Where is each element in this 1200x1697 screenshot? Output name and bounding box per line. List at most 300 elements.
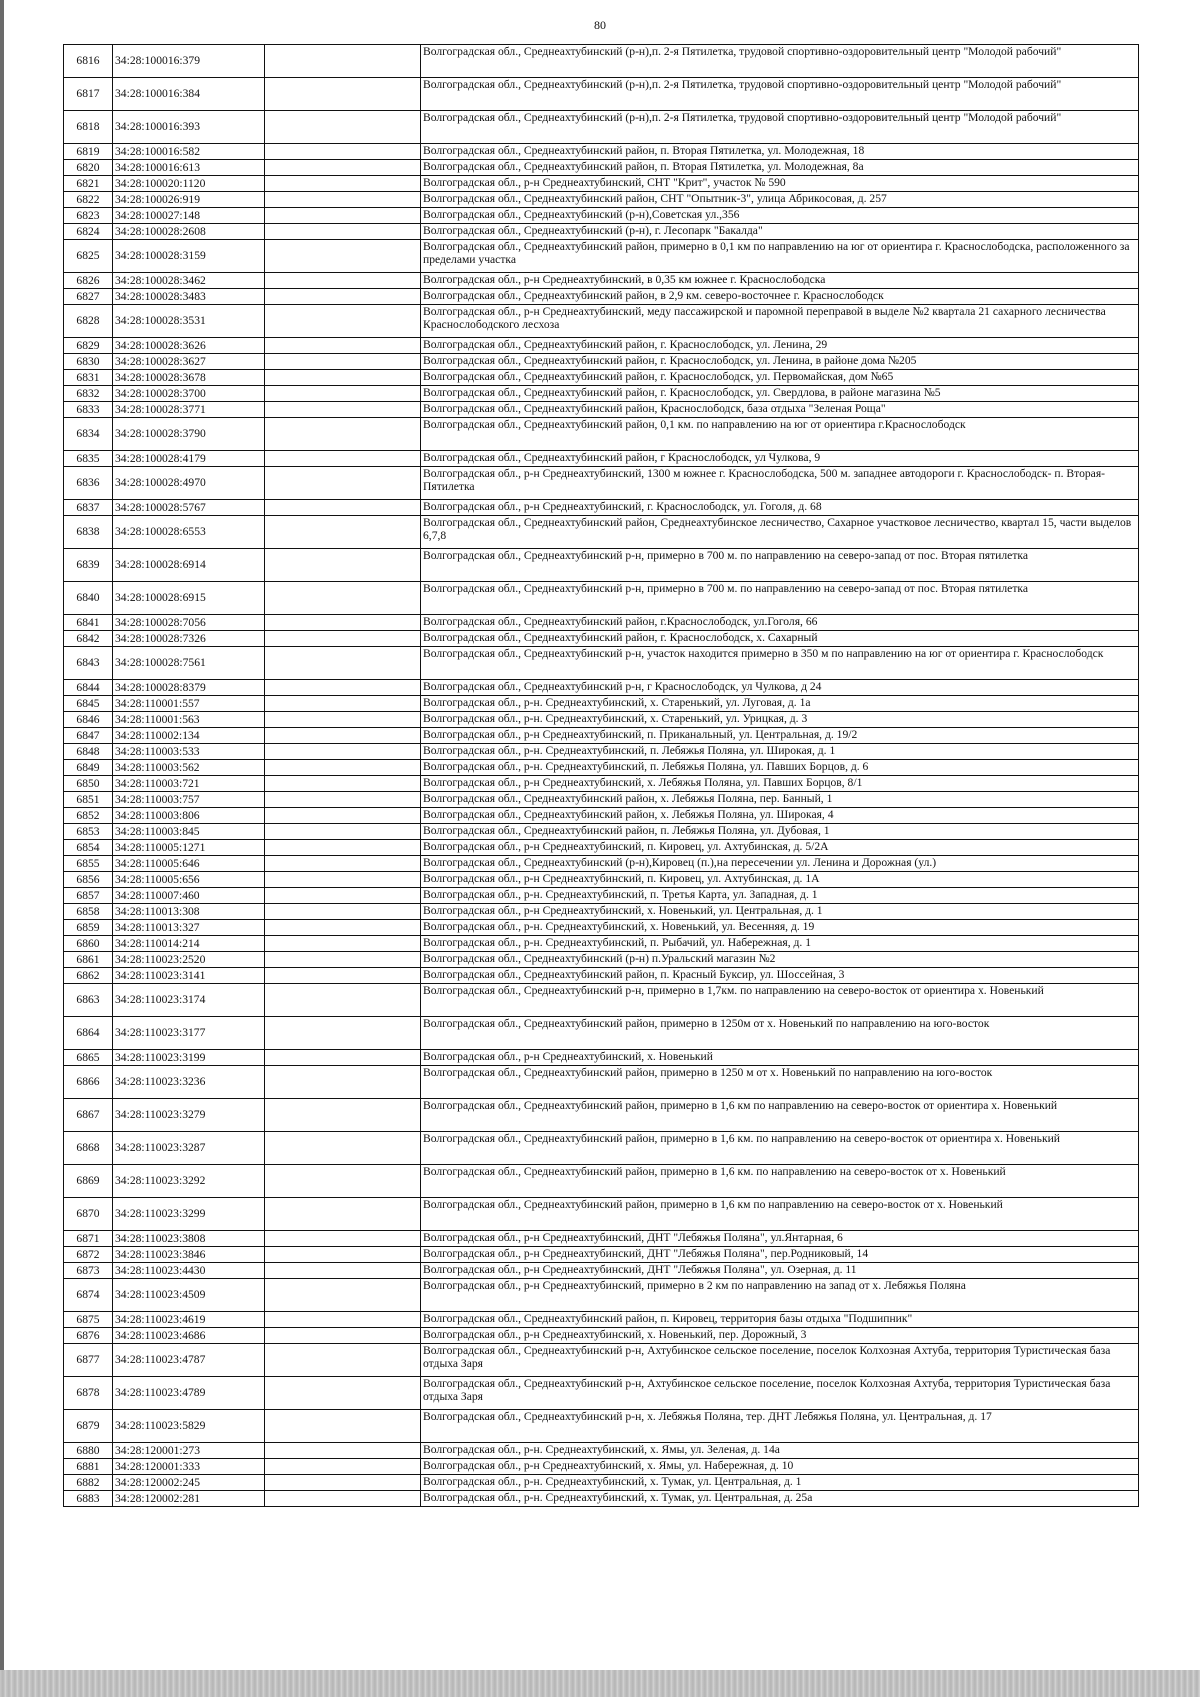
empty-cell <box>265 192 421 208</box>
table-row <box>64 1066 1139 1099</box>
row-number: 6818 <box>64 111 113 144</box>
address-cell: Волгоградская обл., Среднеахтубинский район, х. Лебяжья Поляна, ул. Широкая, 4 <box>421 808 1139 824</box>
empty-cell <box>265 824 421 840</box>
table-row <box>64 1475 1139 1491</box>
empty-cell <box>265 338 421 354</box>
row-number: 6851 <box>64 792 113 808</box>
address-cell: Волгоградская обл., Среднеахтубинский (р-н),п. 2-я Пятилетка, трудовой спортивно-оздоровительный центр "Молодой рабочий" <box>421 111 1139 144</box>
cadastral-number: 34:28:100028:7056 <box>113 615 265 631</box>
row-number: 6862 <box>64 968 113 984</box>
address-cell: Волгоградская обл., р-н. Среднеахтубинский, п. Лебяжья Поляна, ул. Широкая, д. 1 <box>421 744 1139 760</box>
cadastral-number: 34:28:110023:3236 <box>113 1066 265 1099</box>
row-number: 6828 <box>64 305 113 338</box>
empty-cell <box>265 792 421 808</box>
empty-cell <box>265 418 421 451</box>
table-row <box>64 1459 1139 1475</box>
cadastral-number: 34:28:110007:460 <box>113 888 265 904</box>
row-number: 6819 <box>64 144 113 160</box>
cadastral-number: 34:28:100028:3531 <box>113 305 265 338</box>
address-cell: Волгоградская обл., р-н Среднеахтубинский, х. Новенький <box>421 1050 1139 1066</box>
table-row <box>64 1132 1139 1165</box>
address-cell: Волгоградская обл., р-н Среднеахтубинский, меду пассажирской и паромной переправой в выделе №2 квартала 21 сахарного лесничества Краснослободского лесхоза <box>421 305 1139 338</box>
address-cell: Волгоградская обл., р-н Среднеахтубинский, х. Лебяжья Поляна, ул. Павших Борцов, 8/1 <box>421 776 1139 792</box>
table-row <box>64 1410 1139 1443</box>
address-cell: Волгоградская обл., Среднеахтубинский район, г. Краснослободск, ул. Свердлова, в районе магазина №5 <box>421 386 1139 402</box>
table-row <box>64 1247 1139 1263</box>
address-cell: Волгоградская обл., р-н. Среднеахтубинский, х. Ямы, ул. Зеленая, д. 14а <box>421 1443 1139 1459</box>
table-row <box>64 273 1139 289</box>
empty-cell <box>265 370 421 386</box>
table-row <box>64 1165 1139 1198</box>
cadastral-number: 34:28:100016:384 <box>113 78 265 111</box>
cadastral-number: 34:28:100028:8379 <box>113 680 265 696</box>
table-row <box>64 1328 1139 1344</box>
table-row <box>64 824 1139 840</box>
cadastral-number: 34:28:100028:3700 <box>113 386 265 402</box>
empty-cell <box>265 144 421 160</box>
address-cell: Волгоградская обл., р-н. Среднеахтубинский, х. Новенький, ул. Весенняя, д. 19 <box>421 920 1139 936</box>
empty-cell <box>265 904 421 920</box>
table-row <box>64 1263 1139 1279</box>
table-row <box>64 840 1139 856</box>
address-cell: Волгоградская обл., Среднеахтубинский (р-н),Кировец (п.),на пересечении ул. Ленина и Дорожная (ул.) <box>421 856 1139 872</box>
table-row <box>64 1491 1139 1507</box>
address-cell: Волгоградская обл., Среднеахтубинский р-н, участок находится примерно в 350 м по направлению на юг от ориентира г. Краснослободск <box>421 647 1139 680</box>
table-row <box>64 952 1139 968</box>
row-number: 6859 <box>64 920 113 936</box>
empty-cell <box>265 1312 421 1328</box>
cadastral-number: 34:28:100026:919 <box>113 192 265 208</box>
row-number: 6817 <box>64 78 113 111</box>
row-number: 6835 <box>64 451 113 467</box>
cadastral-number: 34:28:100028:2608 <box>113 224 265 240</box>
address-cell: Волгоградская обл., Среднеахтубинский р-н, г Краснослободск, ул Чулкова, д 24 <box>421 680 1139 696</box>
table-row <box>64 1279 1139 1312</box>
empty-cell <box>265 354 421 370</box>
address-cell: Волгоградская обл., Среднеахтубинский район, г. Краснослободск, ул. Ленина, 29 <box>421 338 1139 354</box>
empty-cell <box>265 615 421 631</box>
row-number: 6874 <box>64 1279 113 1312</box>
address-cell: Волгоградская обл., р-н Среднеахтубинский, п. Кировец, ул. Ахтубинская, д. 5/2А <box>421 840 1139 856</box>
address-cell: Волгоградская обл., р-н Среднеахтубинский, г. Краснослободск, ул. Гоголя, д. 68 <box>421 500 1139 516</box>
address-cell: Волгоградская обл., Среднеахтубинский район, г. Краснослободск, ул. Ленина, в районе дома №205 <box>421 354 1139 370</box>
table-row <box>64 904 1139 920</box>
empty-cell <box>265 582 421 615</box>
address-cell: Волгоградская обл., Среднеахтубинский р-н, Ахтубинское сельское поселение, поселок Колхозная Ахтуба, территория Туристическая база отдыха Заря <box>421 1344 1139 1377</box>
row-number: 6844 <box>64 680 113 696</box>
row-number: 6882 <box>64 1475 113 1491</box>
table-row <box>64 582 1139 615</box>
empty-cell <box>265 808 421 824</box>
empty-cell <box>265 1247 421 1263</box>
address-cell: Волгоградская обл., р-н Среднеахтубинский, ДНТ "Лебяжья Поляна", ул.Янтарная, 6 <box>421 1231 1139 1247</box>
row-number: 6847 <box>64 728 113 744</box>
address-cell: Волгоградская обл., р-н. Среднеахтубинский, п. Третья Карта, ул. Западная, д. 1 <box>421 888 1139 904</box>
table-row <box>64 1099 1139 1132</box>
cadastral-number: 34:28:120002:245 <box>113 1475 265 1491</box>
table-row <box>64 354 1139 370</box>
cadastral-number: 34:28:120001:273 <box>113 1443 265 1459</box>
cadastral-number: 34:28:110023:3299 <box>113 1198 265 1231</box>
cadastral-number: 34:28:100028:3626 <box>113 338 265 354</box>
row-number: 6854 <box>64 840 113 856</box>
address-cell: Волгоградская обл., Среднеахтубинский район, г.Краснослободск, ул.Гоголя, 66 <box>421 615 1139 631</box>
row-number: 6879 <box>64 1410 113 1443</box>
address-cell: Волгоградская обл., Среднеахтубинский район, п. Лебяжья Поляна, ул. Дубовая, 1 <box>421 824 1139 840</box>
table-row <box>64 467 1139 500</box>
address-cell: Волгоградская обл., р-н Среднеахтубинский, п. Кировец, ул. Ахтубинская, д. 1А <box>421 872 1139 888</box>
scan-edge-shadow <box>0 0 4 1697</box>
address-cell: Волгоградская обл., Среднеахтубинский район, в 2,9 км. северо-восточнее г. Краснослободск <box>421 289 1139 305</box>
address-cell: Волгоградская обл., Среднеахтубинский район, примерно в 1,6 км по направлению на северо-восток от х. Новенький <box>421 1198 1139 1231</box>
empty-cell <box>265 176 421 192</box>
cadastral-number: 34:28:100028:3771 <box>113 402 265 418</box>
table-row <box>64 744 1139 760</box>
cadastral-number: 34:28:120002:281 <box>113 1491 265 1507</box>
address-cell: Волгоградская обл., р-н Среднеахтубинский, х. Новенький, ул. Центральная, д. 1 <box>421 904 1139 920</box>
address-cell: Волгоградская обл., Среднеахтубинский р-н, примерно в 700 м. по направлению на северо-запад от пос. Вторая пятилетка <box>421 582 1139 615</box>
table-row <box>64 1312 1139 1328</box>
table-row <box>64 776 1139 792</box>
empty-cell <box>265 680 421 696</box>
cadastral-number: 34:28:100028:4970 <box>113 467 265 500</box>
address-cell: Волгоградская обл., Среднеахтубинский р-н, примерно в 1,7км. по направлению на северо-восток от ориентира х. Новенький <box>421 984 1139 1017</box>
empty-cell <box>265 631 421 647</box>
address-cell: Волгоградская обл., р-н Среднеахтубинский, ДНТ "Лебяжья Поляна", пер.Родниковый, 14 <box>421 1247 1139 1263</box>
empty-cell <box>265 952 421 968</box>
empty-cell <box>265 856 421 872</box>
cadastral-number: 34:28:110023:3177 <box>113 1017 265 1050</box>
table-row <box>64 680 1139 696</box>
table-row <box>64 808 1139 824</box>
address-cell: Волгоградская обл., р-н Среднеахтубинский, в 0,35 км южнее г. Краснослободска <box>421 273 1139 289</box>
empty-cell <box>265 516 421 549</box>
address-cell: Волгоградская обл., р-н. Среднеахтубинский, х. Тумак, ул. Центральная, д. 25а <box>421 1491 1139 1507</box>
cadastral-number: 34:28:110003:721 <box>113 776 265 792</box>
address-cell: Волгоградская обл., р-н Среднеахтубинский, примерно в 2 км по направлению на запад от х. Лебяжья Поляна <box>421 1279 1139 1312</box>
row-number: 6853 <box>64 824 113 840</box>
address-cell: Волгоградская обл., Среднеахтубинский район, г. Краснослободск, ул. Первомайская, дом №65 <box>421 370 1139 386</box>
empty-cell <box>265 1263 421 1279</box>
cadastral-number: 34:28:110023:3279 <box>113 1099 265 1132</box>
row-number: 6821 <box>64 176 113 192</box>
table-row <box>64 1377 1139 1410</box>
row-number: 6869 <box>64 1165 113 1198</box>
address-cell: Волгоградская обл., Среднеахтубинский район, примерно в 1250 м от х. Новенький по направлению на юго-восток <box>421 1066 1139 1099</box>
address-cell: Волгоградская обл., Среднеахтубинский район, примерно в 1,6 км. по направлению на северо-восток от х. Новенький <box>421 1165 1139 1198</box>
cadastral-number: 34:28:100016:613 <box>113 160 265 176</box>
row-number: 6863 <box>64 984 113 1017</box>
address-cell: Волгоградская обл., Среднеахтубинский р-н, х. Лебяжья Поляна, тер. ДНТ Лебяжья Поляна, ул. Центральная, д. 17 <box>421 1410 1139 1443</box>
row-number: 6878 <box>64 1377 113 1410</box>
table-row <box>64 888 1139 904</box>
cadastral-number: 34:28:110003:757 <box>113 792 265 808</box>
row-number: 6838 <box>64 516 113 549</box>
row-number: 6861 <box>64 952 113 968</box>
cadastral-number: 34:28:110023:3174 <box>113 984 265 1017</box>
row-number: 6868 <box>64 1132 113 1165</box>
table-row <box>64 192 1139 208</box>
table-row <box>64 760 1139 776</box>
table-row <box>64 1198 1139 1231</box>
address-cell: Волгоградская обл., Среднеахтубинский район, п. Кировец, территория базы отдыха "Подшипник" <box>421 1312 1139 1328</box>
cadastral-number: 34:28:110023:3141 <box>113 968 265 984</box>
row-number: 6875 <box>64 1312 113 1328</box>
row-number: 6839 <box>64 549 113 582</box>
cadastral-number: 34:28:110023:3808 <box>113 1231 265 1247</box>
empty-cell <box>265 984 421 1017</box>
empty-cell <box>265 840 421 856</box>
row-number: 6852 <box>64 808 113 824</box>
empty-cell <box>265 696 421 712</box>
cadastral-number: 34:28:100028:7326 <box>113 631 265 647</box>
empty-cell <box>265 647 421 680</box>
table-row <box>64 1344 1139 1377</box>
row-number: 6833 <box>64 402 113 418</box>
address-cell: Волгоградская обл., Среднеахтубинский (р-н),п. 2-я Пятилетка, трудовой спортивно-оздоровительный центр "Молодой рабочий" <box>421 45 1139 78</box>
table-row <box>64 696 1139 712</box>
row-number: 6823 <box>64 208 113 224</box>
empty-cell <box>265 728 421 744</box>
row-number: 6883 <box>64 1491 113 1507</box>
row-number: 6830 <box>64 354 113 370</box>
address-cell: Волгоградская обл., Среднеахтубинский р-н, примерно в 700 м. по направлению на северо-запад от пос. Вторая пятилетка <box>421 549 1139 582</box>
empty-cell <box>265 1279 421 1312</box>
table-row <box>64 728 1139 744</box>
empty-cell <box>265 273 421 289</box>
cadastral-number: 34:28:110003:806 <box>113 808 265 824</box>
cadastral-number: 34:28:110001:563 <box>113 712 265 728</box>
row-number: 6831 <box>64 370 113 386</box>
cadastral-number: 34:28:110005:656 <box>113 872 265 888</box>
empty-cell <box>265 712 421 728</box>
address-cell: Волгоградская обл., Среднеахтубинский район, п. Вторая Пятилетка, ул. Молодежная, 18 <box>421 144 1139 160</box>
cadastral-number: 34:28:100028:7561 <box>113 647 265 680</box>
table-row <box>64 176 1139 192</box>
row-number: 6856 <box>64 872 113 888</box>
empty-cell <box>265 240 421 273</box>
row-number: 6864 <box>64 1017 113 1050</box>
row-number: 6855 <box>64 856 113 872</box>
empty-cell <box>265 1377 421 1410</box>
empty-cell <box>265 386 421 402</box>
table-row <box>64 370 1139 386</box>
empty-cell <box>265 888 421 904</box>
empty-cell <box>265 289 421 305</box>
cadastral-number: 34:28:100028:3483 <box>113 289 265 305</box>
table-row <box>64 549 1139 582</box>
row-number: 6871 <box>64 1231 113 1247</box>
row-number: 6872 <box>64 1247 113 1263</box>
table-row <box>64 224 1139 240</box>
table-row <box>64 984 1139 1017</box>
empty-cell <box>265 45 421 78</box>
empty-cell <box>265 1099 421 1132</box>
row-number: 6824 <box>64 224 113 240</box>
row-number: 6825 <box>64 240 113 273</box>
address-cell: Волгоградская обл., Среднеахтубинский район, примерно в 0,1 км по направлению на юг от ориентира г. Краснослободска, расположенного за пределами участка <box>421 240 1139 273</box>
empty-cell <box>265 305 421 338</box>
table-row <box>64 792 1139 808</box>
row-number: 6843 <box>64 647 113 680</box>
cadastral-number: 34:28:110023:4619 <box>113 1312 265 1328</box>
row-number: 6867 <box>64 1099 113 1132</box>
table-row <box>64 968 1139 984</box>
address-cell: Волгоградская обл., р-н. Среднеахтубинский, п. Рыбачий, ул. Набережная, д. 1 <box>421 936 1139 952</box>
cadastral-number: 34:28:100016:379 <box>113 45 265 78</box>
empty-cell <box>265 1017 421 1050</box>
cadastral-number: 34:28:110023:3292 <box>113 1165 265 1198</box>
scan-bottom-edge <box>0 1670 1200 1697</box>
row-number: 6858 <box>64 904 113 920</box>
cadastral-number: 34:28:110013:308 <box>113 904 265 920</box>
empty-cell <box>265 1491 421 1507</box>
cadastral-number: 34:28:110023:4430 <box>113 1263 265 1279</box>
empty-cell <box>265 1475 421 1491</box>
row-number: 6848 <box>64 744 113 760</box>
table-row <box>64 144 1139 160</box>
row-number: 6850 <box>64 776 113 792</box>
row-number: 6842 <box>64 631 113 647</box>
cadastral-number: 34:28:120001:333 <box>113 1459 265 1475</box>
empty-cell <box>265 111 421 144</box>
cadastral-number: 34:28:100020:1120 <box>113 176 265 192</box>
empty-cell <box>265 1198 421 1231</box>
cadastral-number: 34:28:110023:4787 <box>113 1344 265 1377</box>
table-row <box>64 647 1139 680</box>
empty-cell <box>265 467 421 500</box>
table-row <box>64 500 1139 516</box>
address-cell: Волгоградская обл., Среднеахтубинский район, п. Красный Буксир, ул. Шоссейная, 3 <box>421 968 1139 984</box>
cadastral-number: 34:28:100028:6914 <box>113 549 265 582</box>
row-number: 6837 <box>64 500 113 516</box>
empty-cell <box>265 160 421 176</box>
address-cell: Волгоградская обл., Среднеахтубинский район, 0,1 км. по направлению на юг от ориентира г.Краснослободск <box>421 418 1139 451</box>
row-number: 6829 <box>64 338 113 354</box>
empty-cell <box>265 744 421 760</box>
cadastral-number: 34:28:110005:1271 <box>113 840 265 856</box>
empty-cell <box>265 549 421 582</box>
address-cell: Волгоградская обл., р-н Среднеахтубинский, х. Новенький, пер. Дорожный, 3 <box>421 1328 1139 1344</box>
table-row <box>64 872 1139 888</box>
table-row <box>64 289 1139 305</box>
empty-cell <box>265 402 421 418</box>
address-cell: Волгоградская обл., Среднеахтубинский район, примерно в 1250м от х. Новенький по направлению на юго-восток <box>421 1017 1139 1050</box>
address-cell: Волгоградская обл., Среднеахтубинский (р-н),Советская ул.,356 <box>421 208 1139 224</box>
register-body <box>64 45 1139 1507</box>
address-cell: Волгоградская обл., Среднеахтубинский район, п. Вторая Пятилетка, ул. Молодежная, 8а <box>421 160 1139 176</box>
cadastral-number: 34:28:110023:5829 <box>113 1410 265 1443</box>
row-number: 6846 <box>64 712 113 728</box>
row-number: 6841 <box>64 615 113 631</box>
table-row <box>64 451 1139 467</box>
cadastral-number: 34:28:110013:327 <box>113 920 265 936</box>
cadastral-number: 34:28:110023:2520 <box>113 952 265 968</box>
row-number: 6834 <box>64 418 113 451</box>
cadastral-number: 34:28:110014:214 <box>113 936 265 952</box>
cadastral-number: 34:28:110005:646 <box>113 856 265 872</box>
cadastral-number: 34:28:100028:6553 <box>113 516 265 549</box>
table-row <box>64 78 1139 111</box>
cadastral-number: 34:28:100028:3462 <box>113 273 265 289</box>
empty-cell <box>265 1459 421 1475</box>
empty-cell <box>265 1231 421 1247</box>
table-row <box>64 386 1139 402</box>
address-cell: Волгоградская обл., Среднеахтубинский район, СНТ "Опытник-3", улица Абрикосовая, д. 257 <box>421 192 1139 208</box>
cadastral-number: 34:28:110023:4509 <box>113 1279 265 1312</box>
row-number: 6826 <box>64 273 113 289</box>
cadastral-number: 34:28:100028:3678 <box>113 370 265 386</box>
empty-cell <box>265 872 421 888</box>
cadastral-number: 34:28:110003:845 <box>113 824 265 840</box>
address-cell: Волгоградская обл., Среднеахтубинский район, Среднеахтубинское лесничество, Сахарное участковое лесничество, квартал 15, части выделов 6,7,8 <box>421 516 1139 549</box>
row-number: 6881 <box>64 1459 113 1475</box>
cadastral-number: 34:28:110023:3287 <box>113 1132 265 1165</box>
cadastral-number: 34:28:110001:557 <box>113 696 265 712</box>
cadastral-number: 34:28:110023:4686 <box>113 1328 265 1344</box>
table-row <box>64 208 1139 224</box>
row-number: 6860 <box>64 936 113 952</box>
row-number: 6877 <box>64 1344 113 1377</box>
cadastral-number: 34:28:100028:5767 <box>113 500 265 516</box>
empty-cell <box>265 1443 421 1459</box>
table-row <box>64 240 1139 273</box>
address-cell: Волгоградская обл., Среднеахтубинский район, х. Лебяжья Поляна, пер. Банный, 1 <box>421 792 1139 808</box>
table-row <box>64 45 1139 78</box>
address-cell: Волгоградская обл., р-н. Среднеахтубинский, х. Старенький, ул. Урицкая, д. 3 <box>421 712 1139 728</box>
empty-cell <box>265 1344 421 1377</box>
row-number: 6836 <box>64 467 113 500</box>
cadastral-number: 34:28:100028:6915 <box>113 582 265 615</box>
empty-cell <box>265 760 421 776</box>
table-row <box>64 1050 1139 1066</box>
table-row <box>64 856 1139 872</box>
cadastral-number: 34:28:100028:3627 <box>113 354 265 370</box>
table-row <box>64 418 1139 451</box>
row-number: 6865 <box>64 1050 113 1066</box>
empty-cell <box>265 1066 421 1099</box>
table-row <box>64 615 1139 631</box>
empty-cell <box>265 1328 421 1344</box>
empty-cell <box>265 451 421 467</box>
address-cell: Волгоградская обл., р-н Среднеахтубинский, х. Ямы, ул. Набережная, д. 10 <box>421 1459 1139 1475</box>
table-row <box>64 338 1139 354</box>
table-row <box>64 1443 1139 1459</box>
address-cell: Волгоградская обл., Среднеахтубинский (р-н),п. 2-я Пятилетка, трудовой спортивно-оздоровительный центр "Молодой рабочий" <box>421 78 1139 111</box>
register-table <box>63 44 1139 1507</box>
empty-cell <box>265 78 421 111</box>
table-row <box>64 402 1139 418</box>
cadastral-number: 34:28:100028:3790 <box>113 418 265 451</box>
address-cell: Волгоградская обл., Среднеахтубинский (р-н) п.Уральский магазин №2 <box>421 952 1139 968</box>
cadastral-number: 34:28:110023:4789 <box>113 1377 265 1410</box>
address-cell: Волгоградская обл., Среднеахтубинский район, примерно в 1,6 км. по направлению на северо-восток от ориентира х. Новенький <box>421 1132 1139 1165</box>
address-cell: Волгоградская обл., р-н Среднеахтубинский, п. Приканальный, ул. Центральная, д. 19/2 <box>421 728 1139 744</box>
empty-cell <box>265 1132 421 1165</box>
row-number: 6820 <box>64 160 113 176</box>
cadastral-number: 34:28:110023:3199 <box>113 1050 265 1066</box>
table-row <box>64 920 1139 936</box>
table-row <box>64 111 1139 144</box>
cadastral-number: 34:28:110003:533 <box>113 744 265 760</box>
address-cell: Волгоградская обл., Среднеахтубинский район, примерно в 1,6 км по направлению на северо-восток от ориентира х. Новенький <box>421 1099 1139 1132</box>
empty-cell <box>265 936 421 952</box>
empty-cell <box>265 1410 421 1443</box>
table-row <box>64 936 1139 952</box>
address-cell: Волгоградская обл., Среднеахтубинский район, Краснослободск, база отдыха "Зеленая Роща" <box>421 402 1139 418</box>
empty-cell <box>265 968 421 984</box>
address-cell: Волгоградская обл., р-н Среднеахтубинский, СНТ "Крит", участок № 590 <box>421 176 1139 192</box>
